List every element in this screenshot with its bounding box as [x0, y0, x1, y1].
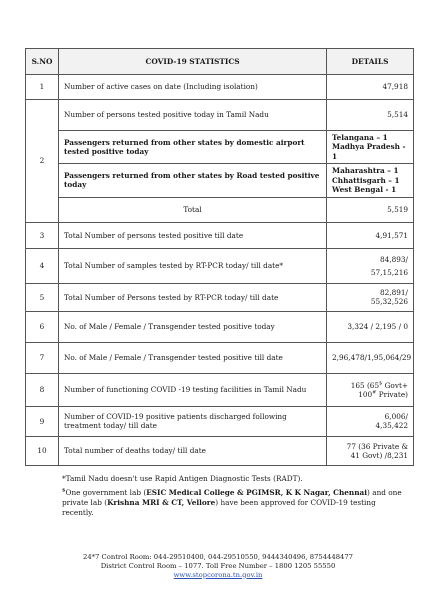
row-sno: 10: [26, 436, 59, 465]
row-sno: 8: [26, 373, 59, 406]
row-sno: 7: [26, 342, 59, 373]
table-subrow-road: [26, 163, 414, 197]
row-sno: 6: [26, 311, 59, 342]
value-till-date: 55,32,526: [370, 297, 408, 307]
row-label: Passengers returned from other states by domestic airport tested positive today: [59, 131, 327, 164]
govt-lab-name: ESIC Medical College & PGIMSR, K K Nagar, Chennai: [146, 487, 368, 497]
row-value: [327, 406, 414, 436]
table-row: [26, 283, 414, 311]
table-header-row: [26, 49, 414, 75]
table-subrow-airport: [26, 131, 414, 164]
new-labs-note: [62, 488, 402, 518]
value-deaths-today: 77 (36 Private &: [346, 441, 408, 451]
value-govt: [332, 381, 408, 390]
table-row: [26, 100, 414, 131]
state-count: West Bengal - 1: [332, 185, 397, 195]
table-row: [26, 311, 414, 342]
row-value: [327, 373, 414, 406]
table-row: [26, 222, 414, 248]
footnote-mark: $: [62, 487, 66, 494]
table-row: [26, 342, 414, 373]
state-count: Telangana – 1: [332, 133, 388, 142]
row-label: Number of functioning COVID -19 testing facilities in Tamil Nadu: [59, 373, 327, 406]
table-row: [26, 406, 414, 436]
state-count: Chhattisgarh – 1: [332, 175, 400, 185]
table-row: [26, 75, 414, 100]
website-link[interactable]: www.stopcorona.tn.gov.in: [173, 570, 263, 579]
row-value: 2,96,478/1,95,064/29: [327, 342, 414, 373]
row-value: 5,514: [327, 100, 414, 131]
row-label: Total Number of samples tested by RT-PCR today/ till date*: [59, 248, 327, 283]
contact-footer: [0, 553, 436, 579]
value-text: Govt+: [382, 380, 408, 390]
control-room-line: 24*7 Control Room: 044-29510400, 044-29510550, 9444340496, 8754448477: [83, 553, 353, 561]
header-sno: S.NO: [26, 49, 59, 75]
radt-note: *Tamil Nadu doesn't use Rapid Antigen Diagnostic Tests (RADT).: [62, 474, 303, 483]
row-label: Passengers returned from other states by Road tested positive today: [59, 163, 327, 197]
value-today: 6,006/: [384, 412, 408, 422]
header-statistics: COVID-19 STATISTICS: [59, 49, 327, 75]
value-text: 165 (65: [350, 380, 380, 390]
row-sno: 2: [26, 100, 59, 223]
row-label: Number of persons tested positive today in Tamil Nadu: [59, 100, 327, 131]
district-control-line: District Control Room – 1077. Toll Free Number – 1800 1205 55550: [100, 561, 336, 570]
value-text: 100: [358, 389, 373, 399]
table-row: [26, 373, 414, 406]
table-row: [26, 436, 414, 465]
row-label: Total number of deaths today/ till date: [59, 436, 327, 465]
row-sno: 9: [26, 406, 59, 436]
row-value-list: [327, 131, 414, 164]
footnotes: [62, 474, 402, 521]
row-label: Number of COVID-19 positive patients discharged following treatment today/ till date: [59, 406, 327, 436]
row-value: [327, 248, 414, 283]
value-today: 84,893/: [380, 254, 408, 264]
row-sno: 4: [26, 248, 59, 283]
value-till-date: 57,15,216: [370, 267, 408, 277]
state-count: Madhya Pradesh - 1: [332, 142, 406, 161]
row-value: 4,91,571: [327, 222, 414, 248]
row-label: No. of Male / Female / Transgender tested positive till date: [59, 342, 327, 373]
row-label: Number of active cases on date (Including isolation): [59, 75, 327, 100]
row-value: [327, 436, 414, 465]
value-today: 82,891/: [380, 288, 408, 298]
row-value: 3,324 / 2,195 / 0: [327, 311, 414, 342]
value-till-date: 4,35,422: [375, 421, 408, 431]
row-value: [327, 283, 414, 311]
row-label: Total Number of Persons tested by RT-PCR today/ till date: [59, 283, 327, 311]
header-details: DETAILS: [327, 49, 414, 75]
total-value: 5,519: [327, 197, 414, 222]
value-text: Private): [376, 389, 408, 399]
row-value-list: [327, 163, 414, 197]
row-value: 47,918: [327, 75, 414, 100]
value-private: [332, 390, 408, 399]
note-text: One government lab (: [65, 487, 147, 497]
table-total-row: [26, 197, 414, 222]
state-count: Maharashtra – 1: [332, 166, 399, 176]
value-deaths-till-date: 41 Govt) /8,231: [350, 450, 408, 460]
row-sno: 3: [26, 222, 59, 248]
footnote-mark: $: [379, 380, 383, 387]
covid-statistics-table: [25, 48, 414, 466]
total-label: Total: [59, 197, 327, 222]
note-text: ) and one private lab (: [62, 487, 402, 507]
row-label: Total Number of persons tested positive till date: [59, 222, 327, 248]
note-text: ) have been approved for COVID-19 testing recently.: [62, 497, 376, 517]
row-sno: 5: [26, 283, 59, 311]
row-label: No. of Male / Female / Transgender tested positive today: [59, 311, 327, 342]
table-row: [26, 248, 414, 283]
footnote-mark: #: [372, 389, 377, 396]
private-lab-name: Krishna MRI & CT, Vellore: [107, 497, 216, 507]
row-sno: 1: [26, 75, 59, 100]
